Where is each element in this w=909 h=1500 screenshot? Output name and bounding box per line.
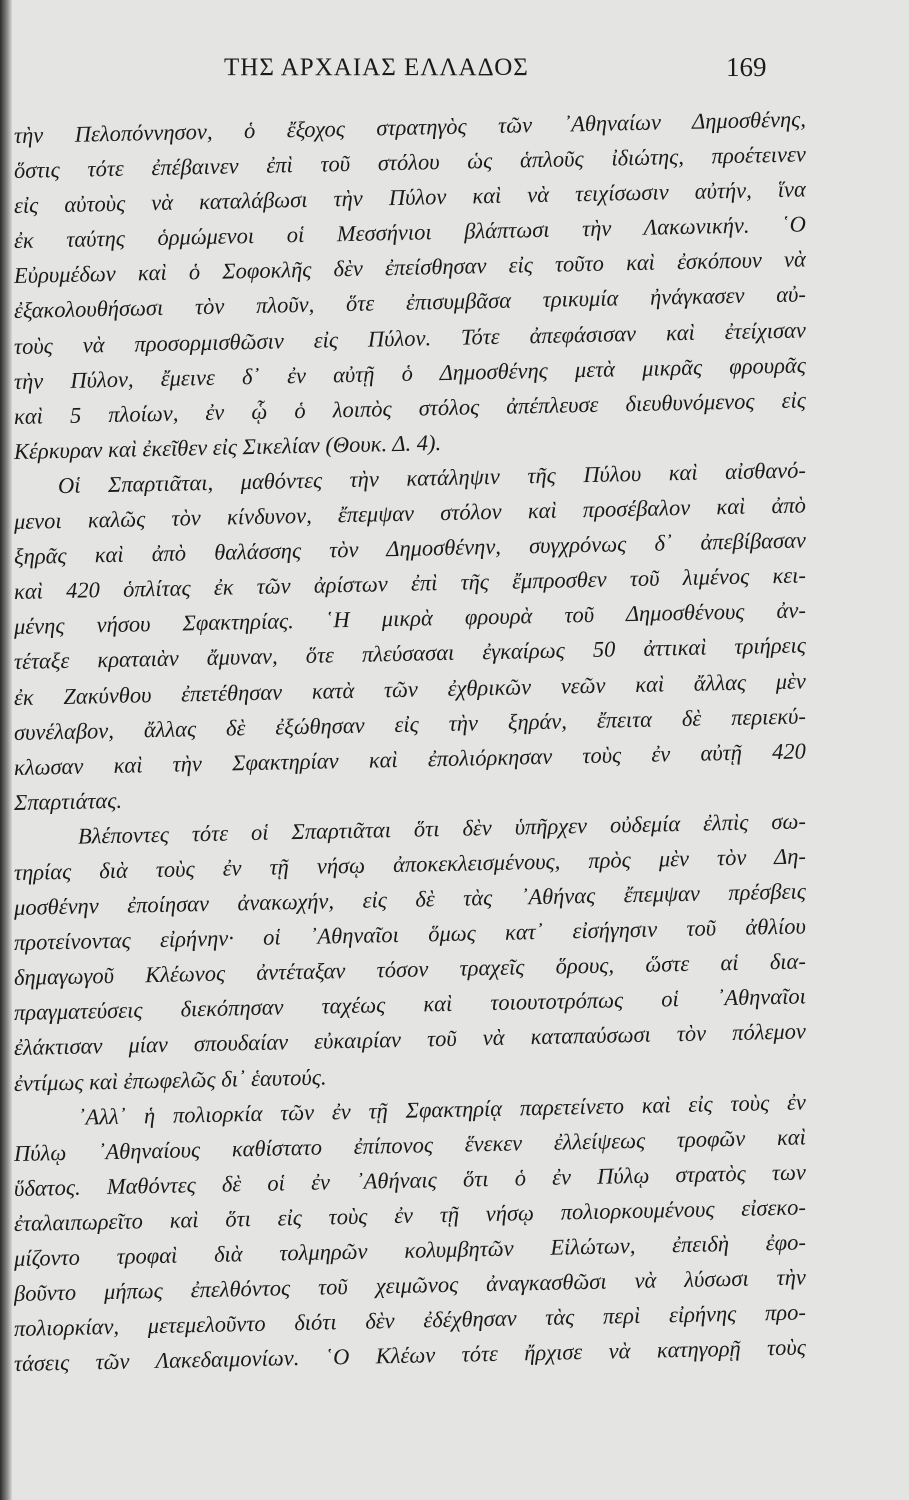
text-line: ἐταλαιπωρεῖτο καὶ ὅτι εἰς τοὺς ἐν τῇ νήσῳ πολιορκουμένους εἰσεκο- xyxy=(13,1194,807,1236)
text-line: ὅστις τότε ἐπέβαινεν ἐπὶ τοῦ στόλου ὡς ἁπλοῦς ἰδιώτης, προέτεινεν xyxy=(13,141,807,184)
text-line: δημαγωγοῦ Κλέωνος ἀντέταξαν τόσον τραχεῖς ὅρους, ὥστε αἱ δια- xyxy=(13,948,807,991)
running-head: ΤΗΣ ΑΡΧΑΙΑΣ ΕΛΛΑΔΟΣ xyxy=(224,54,529,81)
text-line: Εὐρυμέδων καὶ ὁ Σοφοκλῆς δὲν ἐπείσθησαν εἰς τοῦτο καὶ ἐσκόπουν νὰ xyxy=(13,246,807,289)
binding-gutter xyxy=(0,0,12,1500)
text-line: καὶ 5 πλοίων, ἐν ᾧ ὁ λοιπὸς στόλος ἀπέπλευσε διευθυνόμενος εἰς xyxy=(13,387,807,429)
text-line: τὴν Πελοπόννησον, ὁ ἔξοχος στρατηγὸς τῶν ᾿Αθηναίων Δημοσθένης, xyxy=(13,106,807,148)
paragraph-start-line: Οἱ Σπαρτιᾶται, μαθόντες τὴν κατάληψιν τῆς Πύλου καὶ αἰσθανό- xyxy=(57,457,807,499)
text-line: ὕδατος. Μαθόντες δὲ οἱ ἐν ᾿Αθήναις ὅτι ὁ ἐν Πύλῳ στρατὸς των xyxy=(13,1159,807,1201)
text-line: ἐξακολουθήσωσι τὸν πλοῦν, ὅτε ἐπισυμβᾶσα τρικυμία ἠνάγκασεν αὐ- xyxy=(13,281,807,324)
text-line: κλωσαν καὶ τὴν Σφακτηρίαν καὶ ἐπολιόρκησαν τοὺς ἐν αὐτῇ 420 xyxy=(13,738,807,780)
text-line: μίζοντο τροφαὶ διὰ τολμηρῶν κολυμβητῶν Εἱλώτων, ἐπειδὴ ἐφο- xyxy=(13,1229,807,1271)
page-number: 169 xyxy=(726,52,767,82)
text-line: ἐκ ταύτης ὁρμώμενοι οἱ Μεσσήνιοι βλάπτωσι τὴν Λακωνικήν. ῾Ο xyxy=(13,211,807,254)
text-line: τέταξε κραταιὰν ἄμυναν, ὅτε πλεύσασαι ἐγκαίρως 50 ἀττικαὶ τριήρεις xyxy=(13,632,807,675)
paragraph-start-line: Βλέποντες τότε οἱ Σπαρτιᾶται ὅτι δὲν ὑπῆρχεν οὐδεμία ἐλπὶς σω- xyxy=(77,808,807,849)
text-line: μοσθένην ἐποίησαν ἀνακωχήν, εἰς δὲ τὰς ᾿Αθήνας ἔπεμψαν πρέσβεις xyxy=(13,878,807,921)
text-line: ἐλάκτισαν μίαν σπουδαίαν εὐκαιρίαν τοῦ νὰ καταπαύσωσι τὸν πόλεμον xyxy=(13,1018,807,1061)
text-line: συνέλαβον, ἄλλας δὲ ἐξώθησαν εἰς τὴν ξηράν, ἔπειτα δὲ περιεκύ- xyxy=(13,703,807,745)
text-line: εἰς αὐτοὺς νὰ καταλάβωσι τὴν Πύλον καὶ νὰ τειχίσωσιν αὐτήν, ἵνα xyxy=(13,176,807,219)
text-line: ξηρᾶς καὶ ἀπὸ θαλάσσης τὸν Δημοσθένην, συγχρόνως δ᾿ ἀπεβίβασαν xyxy=(13,527,807,570)
text-line: Σπαρτιάτας. xyxy=(13,787,123,815)
text-line: τηρίας διὰ τοὺς ἐν τῇ νήσῳ ἀποκεκλεισμένους, πρὸς μὲν τὸν Δη- xyxy=(13,843,807,885)
text-line: ἐντίμως καὶ ἐπωφελῶς δι᾿ ἑαυτούς. xyxy=(13,1063,327,1096)
text-line: βοῦντο μήπως ἐπελθόντος τοῦ χειμῶνος ἀναγκασθῶσι νὰ λύσωσι τὴν xyxy=(13,1264,807,1307)
text-line: προτείνοντας εἰρήνην· οἱ ᾿Αθηναῖοι ὅμως κατ᾿ εἰσήγησιν τοῦ ἀθλίου xyxy=(13,913,807,956)
text-line: καὶ 420 ὁπλίτας ἐκ τῶν ἀρίστων ἐπὶ τῆς ἔμπροσθεν τοῦ λιμένος κει- xyxy=(13,562,807,605)
text-line: μενοι καλῶς τὸν κίνδυνον, ἔπεμψαν στόλον καὶ προσέβαλον καὶ ἀπὸ xyxy=(13,492,807,535)
body-text xyxy=(13,106,807,1381)
paragraph-start-line: ᾿Αλλ᾿ ἡ πολιορκία τῶν ἐν τῇ Σφακτηρίᾳ παρετείνετο καὶ εἰς τοὺς ἐν xyxy=(77,1089,807,1130)
text-line: πραγματεύσεις διεκόπησαν ταχέως καὶ τοιουτοτρόπως οἱ ᾿Αθηναῖοι xyxy=(13,983,807,1026)
text-line: μένης νήσου Σφακτηρίας. ῾Η μικρὰ φρουρὰ τοῦ Δημοσθένους ἀν- xyxy=(13,597,807,640)
text-line: τάσεις τῶν Λακεδαιμονίων. ῾Ο Κλέων τότε ἤρχισε νὰ κατηγορῇ τοὺς xyxy=(13,1334,807,1377)
text-line: τὴν Πύλον, ἔμεινε δ᾿ ἐν αὐτῇ ὁ Δημοσθένης μετὰ μικρᾶς φρουρᾶς xyxy=(13,352,807,394)
page-header xyxy=(0,52,909,92)
text-line: Πύλῳ ᾿Αθηναίους καθίστατο ἐπίπονος ἕνεκεν ἐλλείψεως τροφῶν καὶ xyxy=(13,1124,807,1166)
text-line: Κέρκυραν καὶ ἐκεῖθεν εἰς Σικελίαν (Θουκ. Δ. 4). xyxy=(13,429,442,464)
text-line: πολιορκίαν, μετεμελοῦντο διότι δὲν ἐδέχθησαν τὰς περὶ εἰρήνης προ- xyxy=(13,1299,807,1342)
text-line: ἐκ Ζακύνθου ἐπετέθησαν κατὰ τῶν ἐχθρικῶν νεῶν καὶ ἄλλας μὲν xyxy=(13,667,807,710)
text-line: τοὺς νὰ προσορμισθῶσιν εἰς Πύλον. Τότε ἀπεφάσισαν καὶ ἐτείχισαν xyxy=(13,316,807,359)
